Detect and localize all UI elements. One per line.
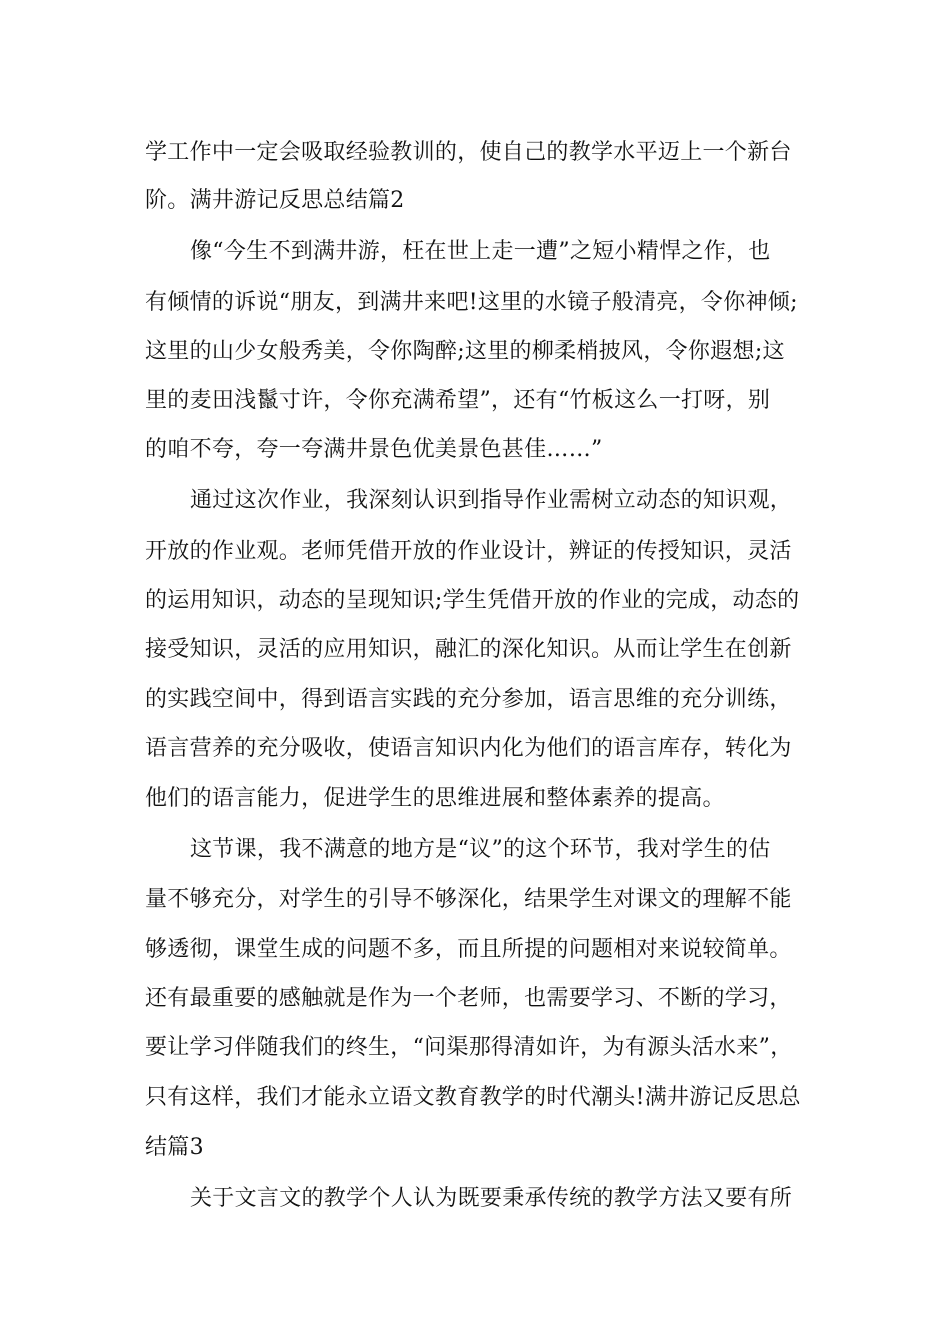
- text-line: 通过这次作业，我深刻认识到指导作业需树立动态的知识观，: [190, 488, 793, 513]
- text-line: 开放的作业观。老师凭借开放的作业设计，辨证的传授知识，灵活: [145, 539, 792, 564]
- text-line: 结篇3: [145, 1135, 204, 1160]
- text-line: 语言营养的充分吸收，使语言知识内化为他们的语言库存，转化为: [145, 736, 792, 761]
- text-line: 有倾情的诉说“朋友，到满井来吧!这里的水镜子般清亮，令你神倾;: [145, 290, 798, 315]
- text-line: 学工作中一定会吸取经验教训的，使自己的教学水平迈上一个新台: [145, 140, 792, 165]
- text-line: 这里的山少女般秀美，令你陶醉;这里的柳柔梢披风，令你遐想;这: [145, 339, 785, 364]
- text-line: 要让学习伴随我们的终生，“问渠那得清如许，为有源头活水来”，: [145, 1035, 793, 1060]
- text-line: 阶。满井游记反思总结篇2: [145, 188, 405, 213]
- text-line: 还有最重要的感触就是作为一个老师，也需要学习、不断的学习，: [145, 986, 792, 1011]
- text-line: 里的麦田浅鬣寸许，令你充满希望”，还有“竹板这么一打呀，别: [145, 388, 771, 413]
- text-line: 量不够充分，对学生的引导不够深化，结果学生对课文的理解不能: [145, 887, 792, 912]
- text-line: 的咱不夸，夸一夸满井景色优美景色甚佳……”: [145, 437, 603, 462]
- text-line: 接受知识，灵活的应用知识，融汇的深化知识。从而让学生在创新: [145, 637, 792, 662]
- text-line: 像“今生不到满井游，枉在世上走一遭”之短小精悍之作，也: [190, 239, 771, 264]
- text-line: 这节课，我不满意的地方是“议”的这个环节，我对学生的估: [190, 837, 771, 862]
- text-line: 只有这样，我们才能永立语文教育教学的时代潮头!满井游记反思总: [145, 1085, 801, 1110]
- text-line: 的运用知识，动态的呈现知识;学生凭借开放的作业的完成，动态的: [145, 588, 800, 613]
- text-line: 关于文言文的教学个人认为既要秉承传统的教学方法又要有所: [190, 1186, 793, 1211]
- text-line: 的实践空间中，得到语言实践的充分参加，语言思维的充分训练，: [145, 687, 792, 712]
- text-line: 他们的语言能力，促进学生的思维进展和整体素养的提高。: [145, 786, 725, 811]
- text-line: 够透彻，课堂生成的问题不多，而且所提的问题相对来说较简单。: [145, 937, 792, 962]
